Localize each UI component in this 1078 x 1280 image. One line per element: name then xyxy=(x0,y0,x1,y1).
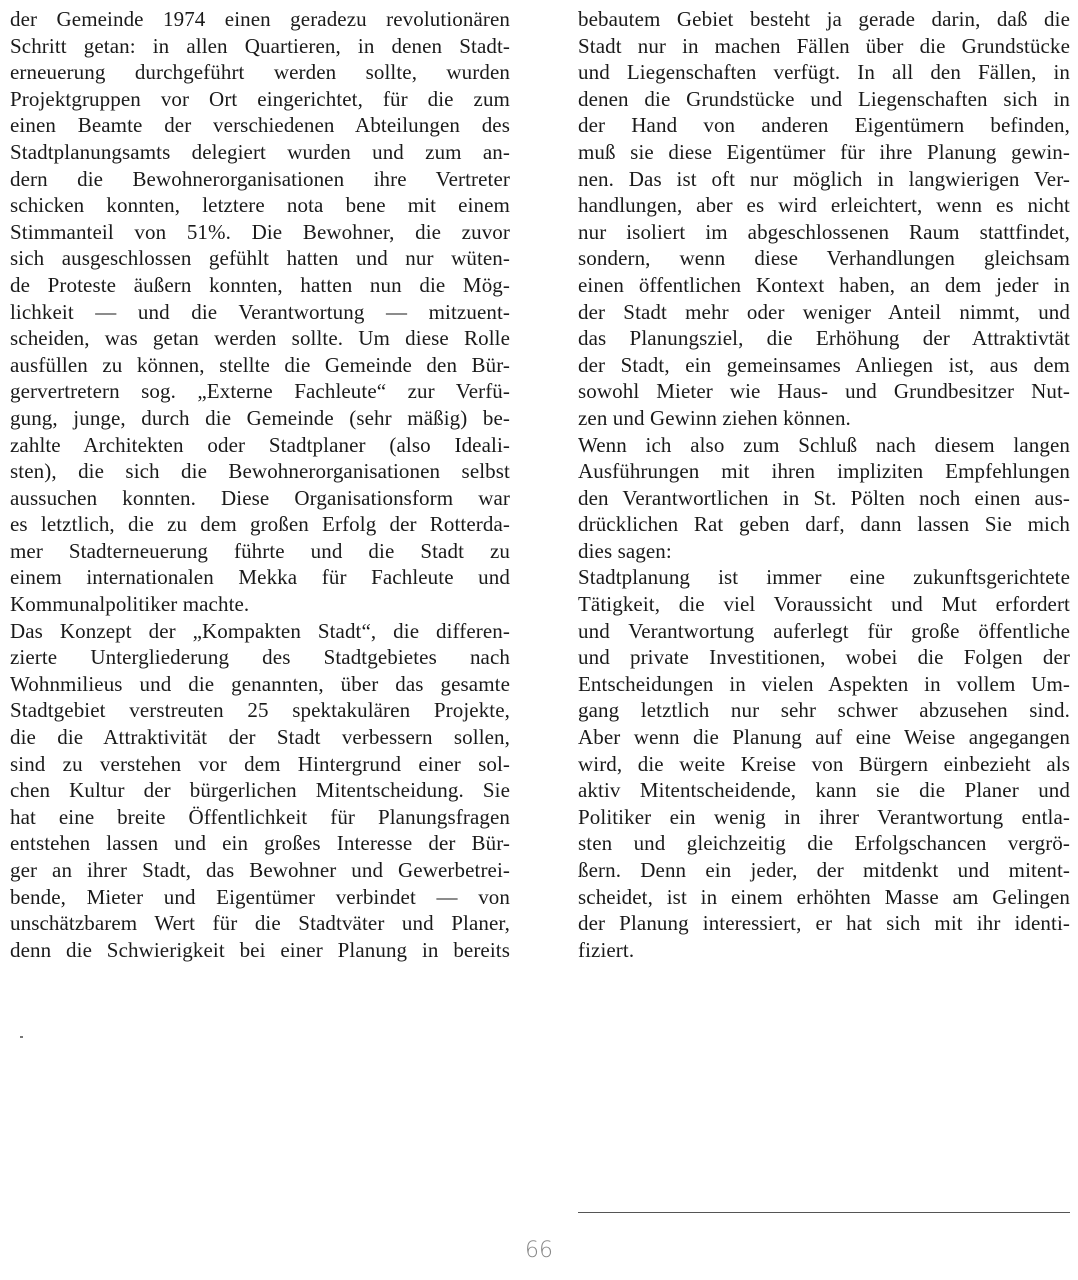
text-line: de Proteste äußern konnten, hatten nun die Mög- xyxy=(10,272,510,297)
text-line: Kommunalpolitiker machte. xyxy=(10,592,250,617)
text-line: bende, Mieter und Eigentümer verbindet — von xyxy=(10,884,510,909)
text-line: der Hand von anderen Eigentümern befinden, xyxy=(578,113,1070,138)
text-line: sondern, wenn diese Verhandlungen gleichsam xyxy=(578,246,1070,271)
text-line: muß sie diese Eigentümer für ihre Planung gewin- xyxy=(578,139,1070,164)
text-line: schicken konnten, letztere nota bene mit einem xyxy=(10,193,510,218)
text-line: zen und Gewinn ziehen können. xyxy=(578,405,851,430)
text-line: Schritt getan: in allen Quartieren, in denen Stadt- xyxy=(10,33,510,58)
text-line: mer Stadterneuerung führte und die Stadt zu xyxy=(10,538,510,563)
text-line: sten und gleichzeitig die Erfolgschancen vergrö- xyxy=(578,831,1070,856)
text-line: einem internationalen Mekka für Fachleute und xyxy=(10,565,510,590)
text-line: gang letztlich nur sehr schwer abzusehen sind. xyxy=(578,698,1070,723)
text-line: ßern. Denn ein jeder, der mitdenkt und mitent- xyxy=(578,858,1070,882)
text-line: das Planungsziel, die Erhöhung der Attraktivtät xyxy=(578,326,1070,351)
text-line: erneuerung durchgeführt werden sollte, wurden xyxy=(10,60,510,85)
text-line: sowohl Mieter wie Haus- und Grundbesitzer Nut- xyxy=(578,379,1070,404)
scan-speck xyxy=(20,1036,23,1038)
text-line: den Verantwortlichen in St. Pölten noch einen aus- xyxy=(578,485,1070,510)
text-line: chen Kultur der bürgerlichen Mitentscheidung. Sie xyxy=(10,778,510,803)
text-line: einen öffentlichen Kontext haben, an dem jeder in xyxy=(578,272,1070,297)
text-line: denen die Grundstücke und Liegenschaften sich in xyxy=(578,86,1070,111)
text-line: hat eine breite Öffentlichkeit für Planungsfragen xyxy=(10,804,510,829)
text-line: Tätigkeit, die viel Voraussicht und Mut erfordert xyxy=(578,592,1070,617)
text-line: fiziert. xyxy=(578,937,635,962)
text-line: der Gemeinde 1974 einen geradezu revolutionären xyxy=(10,7,510,31)
text-line: ausfüllen zu können, stellte die Gemeinde den Bür- xyxy=(10,352,510,377)
text-line: und Liegenschaften verfügt. In all den Fällen, in xyxy=(578,60,1070,85)
text-line: Stadtplanungsamts delegiert wurden und zum an- xyxy=(10,139,510,164)
text-line: entstehen lassen und ein großes Interesse der Bür- xyxy=(10,831,510,856)
text-line: wird, die weite Kreise von Bürgern einbezieht als xyxy=(578,751,1070,776)
text-line: Aber wenn die Planung auf eine Weise angegangen xyxy=(578,725,1070,750)
text-line: lichkeit — und die Verantwortung — mitzuent- xyxy=(10,299,510,324)
text-line: und Verantwortung auferlegt für große öffentliche xyxy=(578,618,1070,643)
text-line: ger an ihrer Stadt, das Bewohner und Gewerbetrei- xyxy=(10,858,510,882)
text-line: handlungen, aber es wird erleichtert, wenn es nicht xyxy=(578,193,1070,218)
text-line: aktiv Mitentscheidende, kann sie die Planer und xyxy=(578,778,1070,803)
text-line: scheiden, was getan werden sollte. Um diese Rolle xyxy=(10,326,510,351)
text-line: nen. Das ist oft nur möglich in langwierigen Ver- xyxy=(578,166,1070,191)
text-line: es letztlich, die zu dem großen Erfolg der Rotterda- xyxy=(10,512,510,537)
text-line: denn die Schwierigkeit bei einer Planung in bereits xyxy=(10,937,510,962)
text-line: dern die Bewohnerorganisationen ihre Vertreter xyxy=(10,166,510,191)
page-number: 66 xyxy=(525,1238,553,1263)
text-line: Stadtgebiet verstreuten 25 spektakulären Projekte, xyxy=(10,698,510,723)
right-text-column xyxy=(578,6,1070,963)
text-line: der Planung interessiert, er hat sich mit ihr identi- xyxy=(578,911,1070,936)
text-line: sich ausgeschlossen gefühlt hatten und nur wüten- xyxy=(10,246,510,271)
text-line: sind zu verstehen vor dem Hintergrund einer sol- xyxy=(10,751,510,776)
text-line: Stadt nur in machen Fällen über die Grundstücke xyxy=(578,33,1070,58)
text-line: Stimmanteil von 51%. Die Bewohner, die zuvor xyxy=(10,219,510,244)
text-line: Politiker ein wenig in ihrer Verantwortung entla- xyxy=(578,804,1070,829)
text-line: Projektgruppen vor Ort eingerichtet, für die zum xyxy=(10,86,510,111)
text-line: scheidet, ist in einem erhöhten Masse am Gelingen xyxy=(578,884,1070,909)
text-line: der Stadt, ein gemeinsames Anliegen ist, aus dem xyxy=(578,352,1070,377)
text-line: gung, junge, durch die Gemeinde (sehr mäßig) be- xyxy=(10,405,510,430)
text-line: Wohnmilieus und die genannten, über das gesamte xyxy=(10,671,510,696)
text-line: Das Konzept der „Kompakten Stadt“, die differen- xyxy=(10,618,510,643)
text-line: dies sagen: xyxy=(578,538,672,563)
text-line: gervertretern sog. „Externe Fachleute“ zur Verfü- xyxy=(10,379,510,404)
text-line: bebautem Gebiet besteht ja gerade darin, daß die xyxy=(578,7,1070,31)
text-line: einen Beamte der verschiedenen Abteilungen des xyxy=(10,113,510,138)
text-line: und private Investitionen, wobei die Folgen der xyxy=(578,645,1070,670)
text-line: unschätzbarem Wert für die Stadtväter und Planer, xyxy=(10,911,510,936)
text-line: nur isoliert im abgeschlossenen Raum stattfindet, xyxy=(578,219,1070,244)
text-line: zahlte Architekten oder Stadtplaner (also Ideali- xyxy=(10,432,510,457)
text-line: Ausführungen mit ihren impliziten Empfehlungen xyxy=(578,459,1070,484)
left-text-column xyxy=(10,6,510,963)
text-line: der Stadt mehr oder weniger Anteil nimmt, und xyxy=(578,299,1070,324)
text-line: Entscheidungen in vielen Aspekten in vollem Um- xyxy=(578,671,1070,696)
text-line: sten), die sich die Bewohnerorganisationen selbst xyxy=(10,459,510,484)
text-line: zierte Untergliederung des Stadtgebietes nach xyxy=(10,645,510,670)
text-line: Stadtplanung ist immer eine zukunftsgerichtete xyxy=(578,565,1070,590)
text-line: Wenn ich also zum Schluß nach diesem langen xyxy=(578,432,1070,457)
text-line: die die Attraktivität der Stadt verbessern sollen, xyxy=(10,725,510,750)
footnote-rule xyxy=(578,1212,1070,1213)
text-line: aussuchen konnten. Diese Organisationsform war xyxy=(10,485,510,510)
text-line: drücklichen Rat geben darf, dann lassen Sie mich xyxy=(578,512,1070,537)
